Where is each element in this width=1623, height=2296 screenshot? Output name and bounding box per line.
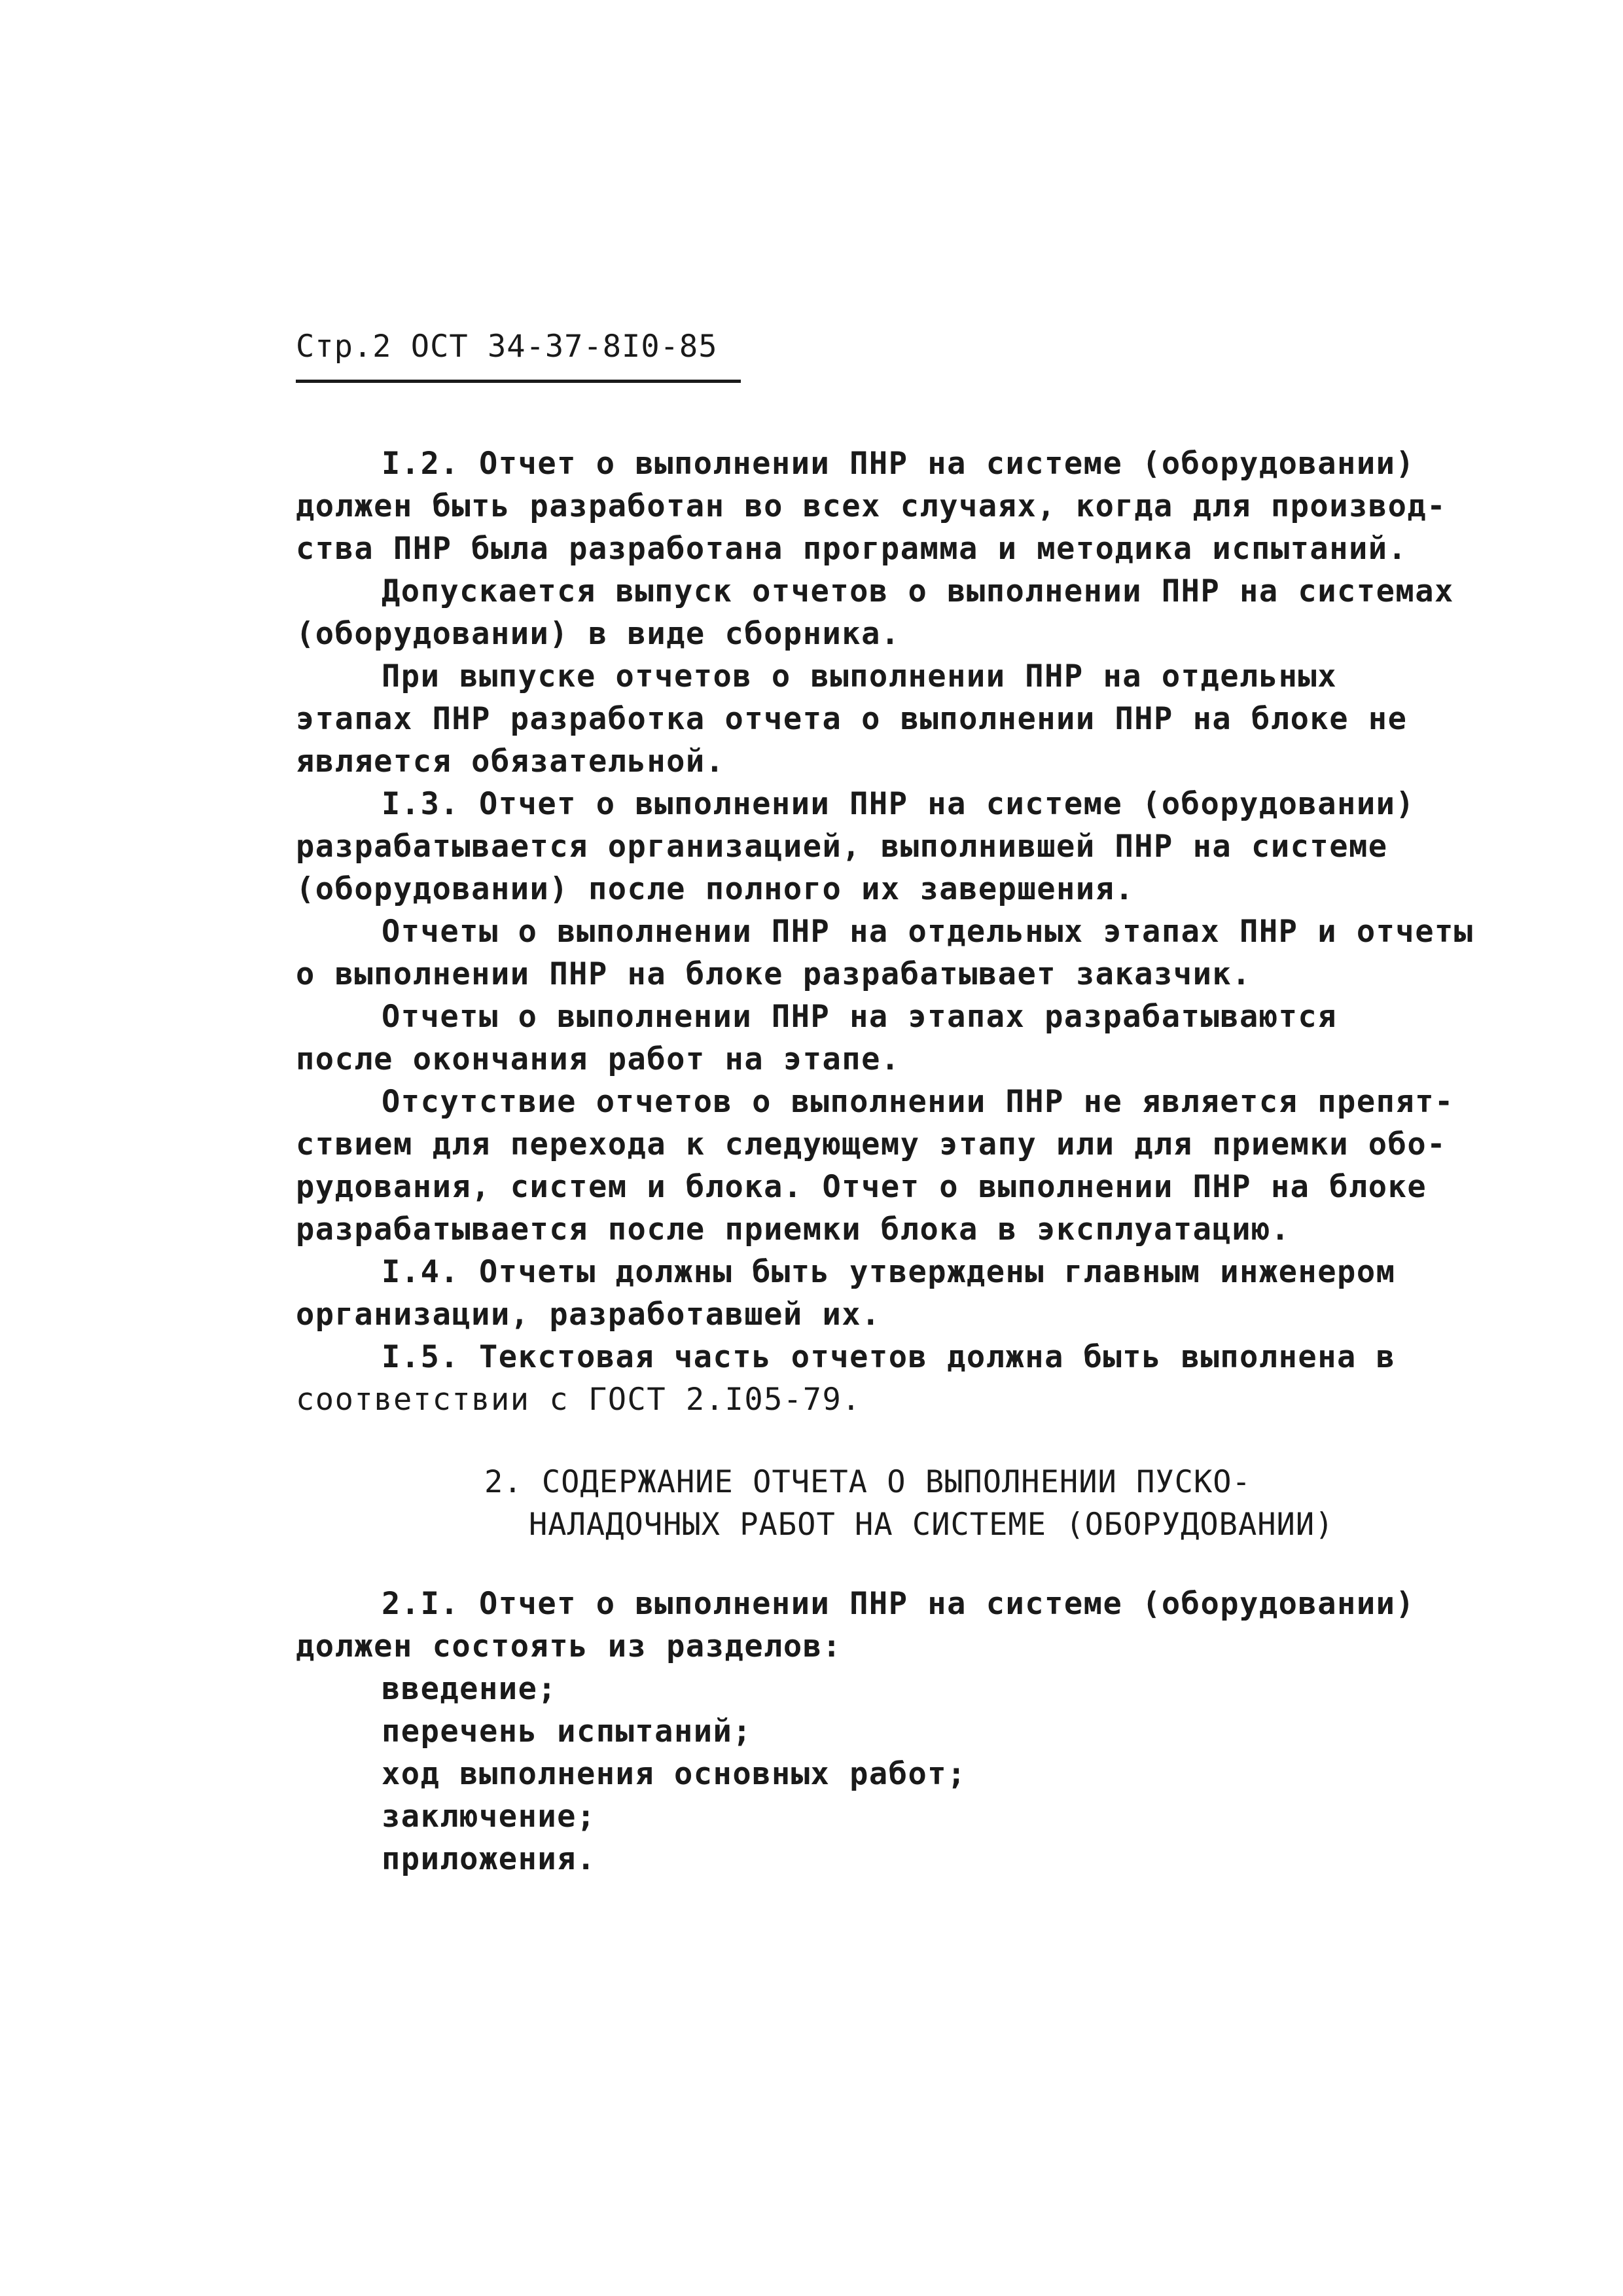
paragraph-line: ства ПНР была разработана программа и методика испытаний. (296, 531, 1408, 567)
paragraph-line: ствием для перехода к следующему этапу или для приемки обо- (296, 1126, 1446, 1162)
paragraph-line: Отсутствие отчетов о выполнении ПНР не является препят- (382, 1084, 1454, 1120)
paragraph-line: I.3. Отчет о выполнении ПНР на системе (оборудовании) (382, 786, 1416, 822)
paragraph-line: о выполнении ПНР на блоке разрабатывает заказчик. (296, 956, 1252, 992)
list-item: перечень испытаний; (382, 1713, 753, 1749)
list-item: ход выполнения основных работ; (382, 1756, 967, 1792)
section-1-body (296, 442, 1474, 1421)
paragraph-line: Допускается выпуск отчетов о выполнении ПНР на системах (382, 573, 1454, 609)
paragraph-line: является обязательной. (296, 744, 725, 780)
paragraph-line: организации, разработавшей их. (296, 1297, 881, 1333)
list-item: введение; (382, 1671, 558, 1707)
list-item: приложения. (382, 1841, 596, 1877)
paragraph-line: после окончания работ на этапе. (296, 1041, 901, 1077)
paragraph-line: этапах ПНР разработка отчета о выполнении ПНР на блоке не (296, 701, 1408, 737)
section-2-heading (484, 1461, 1334, 1546)
page-header: Стр.2 ОСТ 34-37-8I0-85 (296, 329, 718, 365)
paragraph-line: (оборудовании) в виде сборника. (296, 616, 901, 652)
list-item: заключение; (382, 1799, 596, 1835)
section-2-heading-line-1: 2. СОДЕРЖАНИЕ ОТЧЕТА О ВЫПОЛНЕНИИ ПУСКО- (484, 1464, 1251, 1500)
paragraph-line: должен быть разработан во всех случаях, когда для производ- (296, 488, 1446, 524)
paragraph-line: разрабатывается после приемки блока в эксплуатацию. (296, 1211, 1291, 1247)
paragraph-line: I.4. Отчеты должны быть утверждены главным инженером (382, 1254, 1396, 1290)
paragraph-line: (оборудовании) после полного их завершения. (296, 871, 1135, 907)
paragraph-line: Отчеты о выполнении ПНР на этапах разрабатываются (382, 999, 1338, 1035)
header-underline (296, 380, 741, 383)
section-2-heading-line-2: НАЛАДОЧНЫХ РАБОТ НА СИСТЕМЕ (ОБОРУДОВАНИИ) (529, 1507, 1334, 1543)
paragraph-line: должен состоять из разделов: (296, 1628, 842, 1664)
paragraph-line: разрабатывается организацией, выполнившей ПНР на системе (296, 829, 1388, 865)
paragraph-line: соответствии с ГОСТ 2.I05-79. (296, 1382, 862, 1418)
paragraph-line: При выпуске отчетов о выполнении ПНР на отдельных (382, 658, 1338, 694)
paragraph-line: 2.I. Отчет о выполнении ПНР на системе (оборудовании) (382, 1586, 1416, 1622)
paragraph-line: рудования, систем и блока. Отчет о выполнении ПНР на блоке (296, 1169, 1427, 1205)
paragraph-line: Отчеты о выполнении ПНР на отдельных этапах ПНР и отчеты (382, 914, 1474, 950)
paragraph-line: I.5. Текстовая часть отчетов должна быть выполнена в (382, 1339, 1396, 1375)
section-2-body (296, 1583, 1416, 1880)
paragraph-line: I.2. Отчет о выполнении ПНР на системе (оборудовании) (382, 446, 1416, 482)
